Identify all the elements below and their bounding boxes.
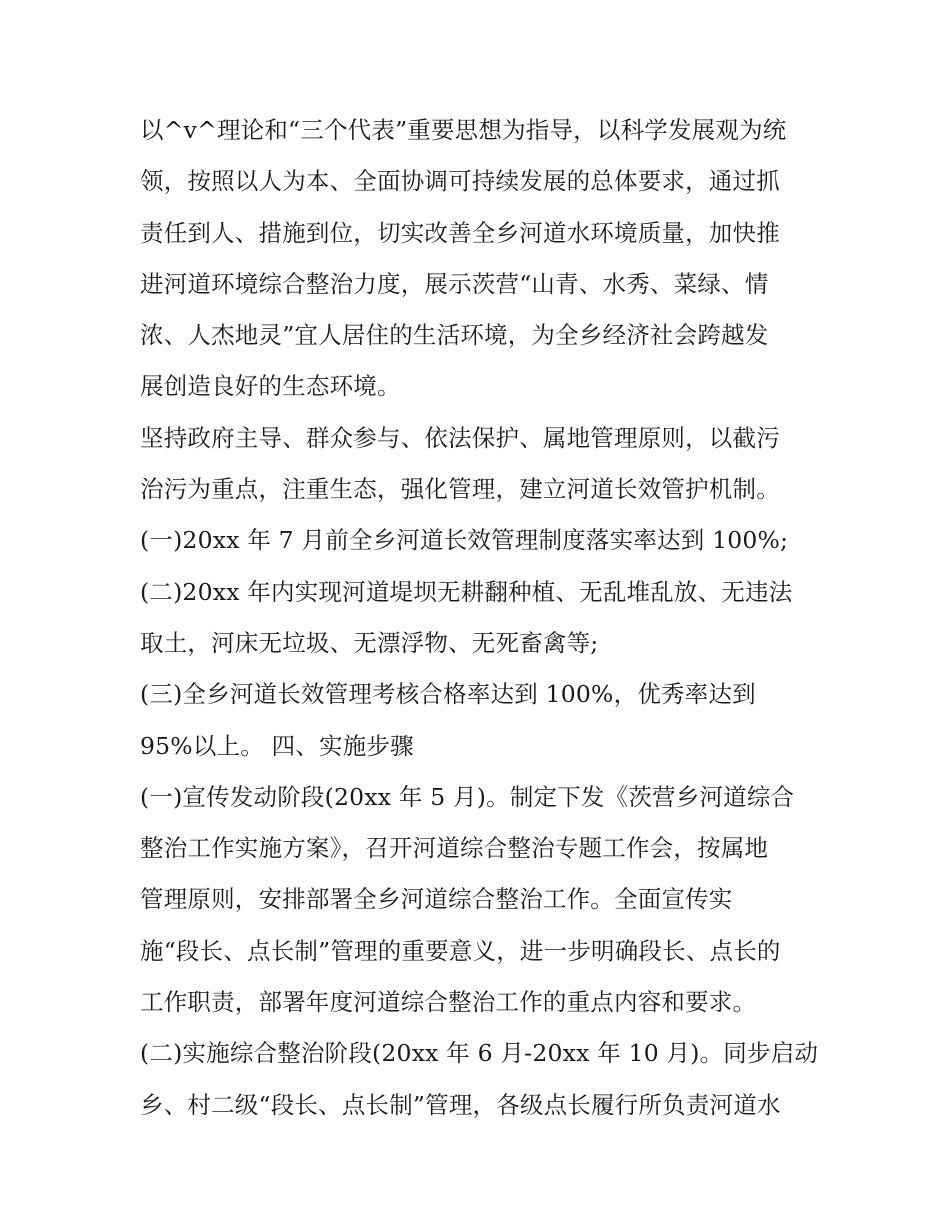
text-line: (三)全乡河道长效管理考核合格率达到 100%，优秀率达到: [140, 680, 756, 709]
text-line: (二)实施综合整治阶段(20xx 年 6 月-20xx 年 10 月)。同步启动: [140, 1039, 819, 1068]
text-line: 95%以上。 四、实施步骤: [140, 731, 414, 760]
text-line: 浓、人杰地灵”宜人居住的生活环境，为全乡经济社会跨越发: [140, 321, 769, 350]
text-line: 领，按照以人为本、全面协调可持续发展的总体要求，通过抓: [140, 167, 780, 196]
text-line: 取土，河床无垃圾、无漂浮物、无死畜禽等;: [140, 628, 599, 657]
text-line: 整治工作实施方案》，召开河道综合整治专题工作会，按属地: [140, 834, 769, 863]
document-body: [140, 105, 820, 1131]
text-line: 治污为重点，注重生态，强化管理，建立河道长效管护机制。: [140, 475, 780, 504]
text-line: 以^v^理论和“三个代表”重要思想为指导，以科学发展观为统: [140, 116, 787, 144]
text-line: (一)宣传发动阶段(20xx 年 5 月)。制定下发《茨营乡河道综合: [140, 782, 795, 811]
text-line: 施“段长、点长制”管理的重要意义，进一步明确段长、点长的: [140, 936, 781, 965]
text-line: 工作职责，部署年度河道综合整治工作的重点内容和要求。: [140, 988, 757, 1017]
text-line: 管理原则，安排部署全乡河道综合整治工作。全面宣传实: [140, 885, 733, 914]
text-line: 坚持政府主导、群众参与、依法保护、属地管理原则，以截污: [140, 423, 780, 452]
text-line: 责任到人、措施到位，切实改善全乡河道水环境质量，加快推: [140, 218, 780, 247]
text-line: 乡、村二级“段长、点长制”管理，各级点长履行所负责河道水: [140, 1090, 781, 1119]
text-line: (一)20xx 年 7 月前全乡河道长效管理制度落实率达到 100%;: [140, 526, 789, 555]
text-line: 展创造良好的生态环境。: [140, 372, 401, 401]
text-line: 进河道环境综合整治力度，展示茨营“山青、水秀、菜绿、情: [140, 269, 769, 298]
text-line: (二)20xx 年内实现河道堤坝无耕翻种植、无乱堆乱放、无违法: [140, 577, 793, 606]
